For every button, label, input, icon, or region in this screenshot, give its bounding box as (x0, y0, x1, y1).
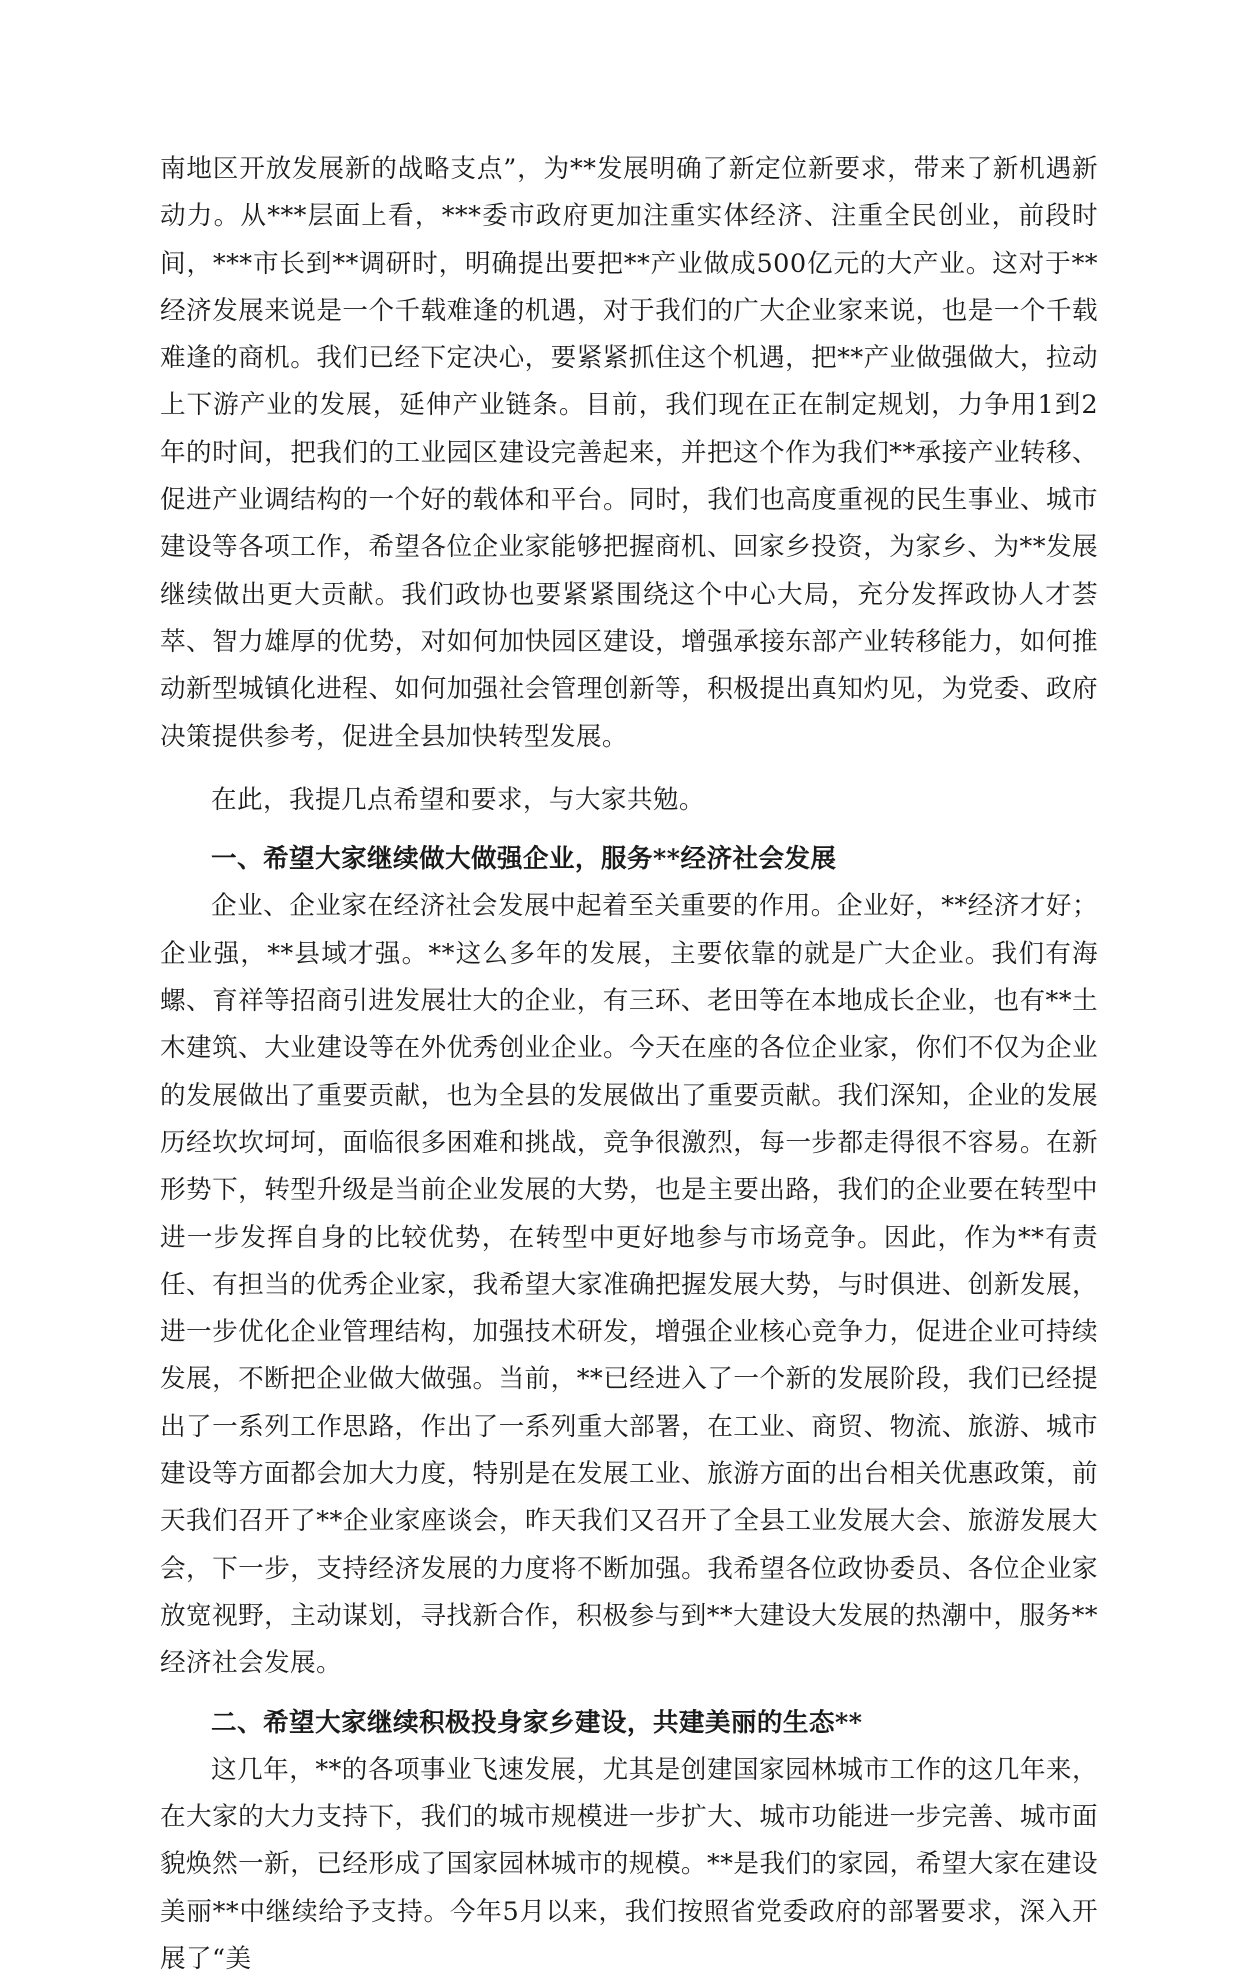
section-heading-2: 二、希望大家继续积极投身家乡建设，共建美丽的生态** (211, 1707, 863, 1738)
paragraph-intro: 在此，我提几点希望和要求，与大家共勉。 (211, 784, 705, 815)
paragraph-section-2: 这几年，**的各项事业飞速发展，尤其是创建国家园林城市工作的这几年来，在大家的大力支持下，我们的城市规模进一步扩大、城市功能进一步完善、城市面貌焕然一新，已经形成了国家园林城市的规模。**是我们的家园，希望大家在建设美丽**中继续给予支持。今年5月以来，我们按照省党委政府的部署要求，深入开展了“美 (160, 1754, 1098, 1974)
paragraph-continued: 南地区开放发展新的战略支点”，为**发展明确了新定位新要求，带来了新机遇新动力。从***层面上看，***委市政府更加注重实体经济、注重全民创业，前段时间，***市长到**调研时，明确提出要把**产业做成500亿元的大产业。这对于**经济发展来说是一个千载难逢的机遇，对于我们的广大企业家来说，也是一个千载难逢的商机。我们已经下定决心，要紧紧抓住这个机遇，把**产业做强做大，拉动上下游产业的发展，延伸产业链条。目前，我们现在正在制定规划，力争用1到2年的时间，把我们的工业园区建设完善起来，并把这个作为我们**承接产业转移、促进产业调结构的一个好的载体和平台。同时，我们也高度重视的民生事业、城市建设等各项工作，希望各位企业家能够把握商机、回家乡投资，为家乡、为**发展继续做出更大贡献。我们政协也要紧紧围绕这个中心大局，充分发挥政协人才荟萃、智力雄厚的优势，对如何加快园区建设，增强承接东部产业转移能力，如何推动新型城镇化进程、如何加强社会管理创新等，积极提出真知灼见，为党委、政府决策提供参考，促进全县加快转型发展。 (160, 154, 1098, 752)
section-heading-1: 一、希望大家继续做大做强企业，服务**经济社会发展 (211, 844, 837, 875)
document-page (160, 146, 1098, 1983)
paragraph-section-1: 企业、企业家在经济社会发展中起着至关重要的作用。企业好，**经济才好；企业强，**县域才强。**这么多年的发展，主要依靠的就是广大企业。我们有海螺、育祥等招商引进发展壮大的企业，有三环、老田等在本地成长企业，也有**土木建筑、大业建设等在外优秀创业企业。今天在座的各位企业家，你们不仅为企业的发展做出了重要贡献，也为全县的发展做出了重要贡献。我们深知，企业的发展历经坎坎坷坷，面临很多困难和挑战，竞争很激烈，每一步都走得很不容易。在新形势下，转型升级是当前企业发展的大势，也是主要出路，我们的企业要在转型中进一步发挥自身的比较优势，在转型中更好地参与市场竞争。因此，作为**有责任、有担当的优秀企业家，我希望大家准确把握发展大势，与时俱进、创新发展，进一步优化企业管理结构，加强技术研发，增强企业核心竞争力，促进企业可持续发展，不断把企业做大做强。当前，**已经进入了一个新的发展阶段，我们已经提出了一系列工作思路，作出了一系列重大部署，在工业、商贸、物流、旅游、城市建设等方面都会加大力度，特别是在发展工业、旅游方面的出台相关优惠政策，前天我们召开了**企业家座谈会，昨天我们又召开了全县工业发展大会、旅游发展大会，下一步，支持经济发展的力度将不断加强。我希望各位政协委员、各位企业家放宽视野，主动谋划，寻找新合作，积极参与到**大建设大发展的热潮中，服务**经济社会发展。 (160, 891, 1098, 1679)
